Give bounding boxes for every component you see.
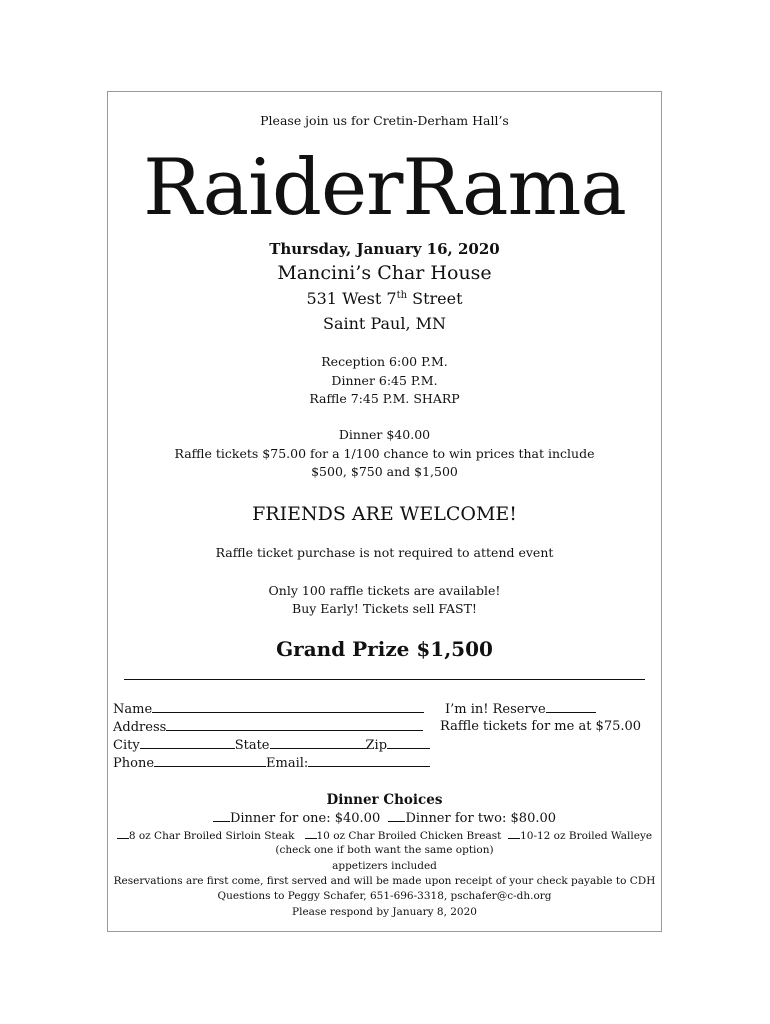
flyer xyxy=(107,91,662,932)
address-ordinal: th xyxy=(396,290,408,301)
name-field[interactable] xyxy=(152,701,424,713)
reserve-tail: Raffle tickets for me at $75.00 xyxy=(440,719,642,734)
pricing-dinner: Dinner $40.00 xyxy=(338,427,431,442)
venue-address-line2: Saint Paul, MN xyxy=(323,314,446,333)
walleye-checkbox[interactable] xyxy=(508,829,520,839)
grand-prize: Grand Prize $1,500 xyxy=(276,637,493,661)
event-title: RaiderRama xyxy=(143,143,626,233)
raffle-note: Raffle ticket purchase is not required to attend event xyxy=(215,545,554,560)
check-note: (check one if both want the same option) xyxy=(275,844,494,856)
dinner-two-label: Dinner for two: $80.00 xyxy=(405,811,557,826)
reserve-label: I’m in! Reserve xyxy=(445,702,546,717)
city-field[interactable] xyxy=(140,737,235,749)
email-field[interactable] xyxy=(308,755,430,767)
appetizers-note: appetizers included xyxy=(332,860,437,872)
schedule-dinner: Dinner 6:45 P.M. xyxy=(331,373,438,388)
address-street: 531 West 7 xyxy=(306,289,397,308)
respond-by: Please respond by January 8, 2020 xyxy=(292,906,477,918)
email-label: Email: xyxy=(266,756,309,771)
buy-early-note: Buy Early! Tickets sell FAST! xyxy=(292,601,477,616)
zip-field[interactable] xyxy=(387,737,430,749)
entree-steak: 8 oz Char Broiled Sirloin Steak xyxy=(128,830,295,842)
address-row xyxy=(113,719,423,735)
reservation-policy: Reservations are first come, first served and will be made upon receipt of your check payable to CDH xyxy=(113,875,656,887)
entree-options-row xyxy=(108,829,661,842)
phone-label: Phone xyxy=(113,756,155,771)
reserve-row xyxy=(445,701,596,717)
phone-field[interactable] xyxy=(154,755,266,767)
entree-walleye: 10-12 oz Broiled Walleye xyxy=(520,830,653,842)
schedule-raffle: Raffle 7:45 P.M. SHARP xyxy=(309,391,460,406)
contact-info: Questions to Peggy Schafer, 651-696-3318, pschafer@c-dh.org xyxy=(217,890,552,902)
address-field[interactable] xyxy=(166,719,423,731)
name-label: Name xyxy=(113,702,153,717)
divider-line xyxy=(124,679,645,680)
event-date: Thursday, January 16, 2020 xyxy=(269,240,500,258)
reserve-quantity-field[interactable] xyxy=(546,701,596,713)
city-label: City xyxy=(113,738,140,753)
zip-label: Zip xyxy=(365,738,388,753)
intro-text: Please join us for Cretin-Derham Hall’s xyxy=(260,113,509,128)
schedule-reception: Reception 6:00 P.M. xyxy=(321,354,448,369)
state-field[interactable] xyxy=(270,737,366,749)
friends-welcome: FRIENDS ARE WELCOME! xyxy=(252,503,517,525)
pricing-raffle: Raffle tickets $75.00 for a 1/100 chance to win prices that include xyxy=(174,446,595,461)
entree-chicken: 10 oz Char Broiled Chicken Breast xyxy=(316,830,502,842)
chicken-checkbox[interactable] xyxy=(305,829,317,839)
city-state-zip-row xyxy=(113,737,430,753)
address-street-suffix: Street xyxy=(407,289,463,308)
dinner-options-row xyxy=(108,810,661,826)
dinner-choices-title: Dinner Choices xyxy=(326,792,443,808)
address-label: Address xyxy=(113,720,167,735)
venue-name: Mancini’s Char House xyxy=(277,262,492,284)
dinner-two-checkbox[interactable] xyxy=(388,810,405,822)
dinner-one-label: Dinner for one: $40.00 xyxy=(229,811,381,826)
name-row xyxy=(113,701,424,717)
dinner-one-checkbox[interactable] xyxy=(213,810,230,822)
state-label: State xyxy=(234,738,270,753)
pricing-prizes: $500, $750 and $1,500 xyxy=(311,464,458,479)
steak-checkbox[interactable] xyxy=(117,829,129,839)
availability-note: Only 100 raffle tickets are available! xyxy=(268,583,501,598)
venue-address-line1 xyxy=(108,289,661,308)
phone-email-row xyxy=(113,755,430,771)
